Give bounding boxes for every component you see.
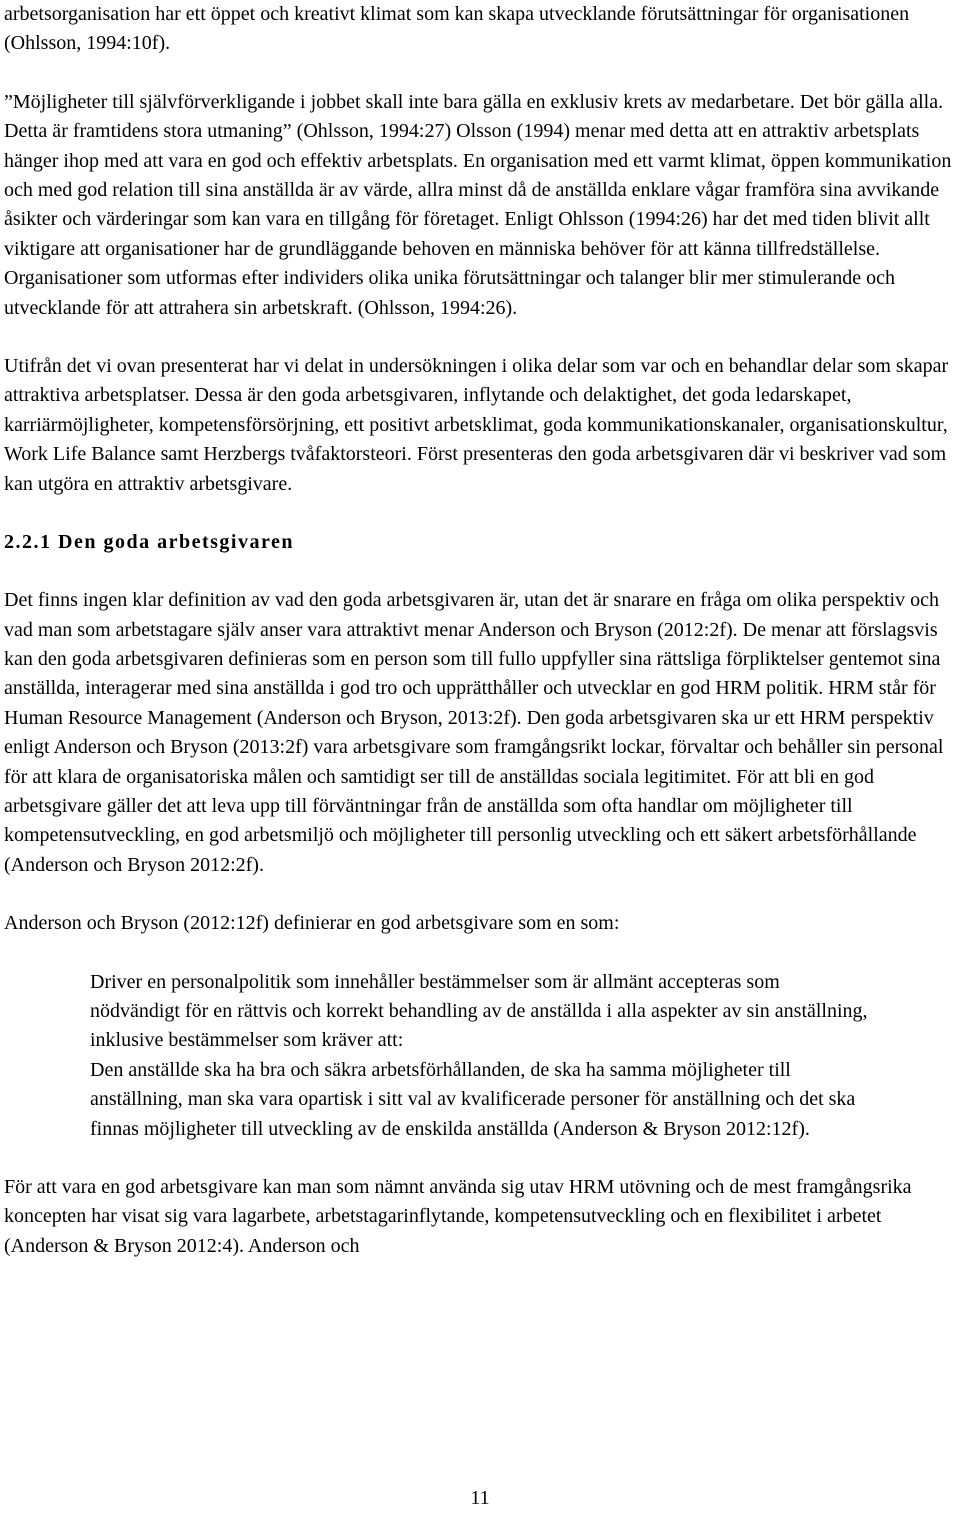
section-heading: 2.2.1 Den goda arbetsgivaren xyxy=(4,531,294,554)
paragraph-good-employer: Det finns ingen klar definition av vad den goda arbetsgivaren är, utan det är snarare en fråga om olika perspektiv och vad man som arbetstagare själv anser vara attraktivt menar Anderson och Bryson (2012:2f). De menar att förslagsvis kan den goda arbetsgivaren definieras som en person som till fullo uppfyller sina rättsliga förpliktelser gentemot sina anställda, interagerar med sina anställda i god tro och upprätthåller och utvecklar en god HRM politik. HRM står för Human Resource Management (Anderson och Bryson, 2013:2f). Den goda arbetsgivaren ska ur ett HRM perspektiv enligt Anderson och Bryson (2013:2f) vara arbetsgivare som framgångsrikt lockar, förvaltar och behåller sin personal för att klara de organisatoriska målen och samtidigt ser till de anställdas sociala legitimitet. För att bli en god arbetsgivare gäller det att leva upp till förväntningar från de anställda som ofta handlar om möjligheter till kompetensutveckling, en god arbetsmiljö och möjligheter till personlig utveckling och ett säkert arbetsförhållande (Anderson och Bryson 2012:2f). xyxy=(4,589,944,876)
paragraph-ohlsson-quote: ”Möjligheter till självförverkligande i jobbet skall inte bara gälla en exklusiv krets av medarbetare. Det bör gälla alla. Detta är framtidens stora utmaning” (Ohlsson, 1994:27) Olsson (1994) menar med detta att en attraktiv arbetsplats hänger ihop med att vara en god och effektiv arbetsplats. En organisation med ett varmt klimat, öppen kommunikation och med god relation till sina anställda är av värde, allra minst då de anställda enklare vågar framföra sina avvikande åsikter och värderingar som kan vara en tillgång för företaget. Enligt Ohlsson (1994:26) har det med tiden blivit allt viktigare att organisationer har de grundläggande behoven en människa behöver för att känna tillfredställelse. Organisationer som utformas efter individers olika unika förutsättningar och talanger blir mer stimulerande och utvecklande för att attrahera sin arbetskraft. (Ohlsson, 1994:26). xyxy=(4,90,952,319)
paragraph-hrm-practice: För att vara en god arbetsgivare kan man som nämnt använda sig utav HRM utövning och de mest framgångsrika koncepten har visat sig vara lagarbete, arbetstagarinflytande, kompetensutveckling och en flexibilitet i arbetet (Anderson & Bryson 2012:4). Anderson och xyxy=(4,1176,912,1257)
quote-part-2: Den anställde ska ha bra och säkra arbetsförhållanden, de ska ha samma möjligheter till anställning, man ska vara opartisk i sitt val av kvalificerade personer för anställning och det ska finnas möjligheter till utveckling av de enskilda anställda (Anderson & Bryson 2012:12f). xyxy=(90,1058,856,1140)
paragraph-intro-continuation: arbetsorganisation har ett öppet och kreativt klimat som kan skapa utvecklande förutsättningar för organisationen (Ohlsson, 1994:10f). xyxy=(4,3,910,55)
block-quote xyxy=(4,968,870,1144)
paragraph-definition-intro: Anderson och Bryson (2012:12f) definierar en god arbetsgivare som en som: xyxy=(4,912,620,935)
page-number: 11 xyxy=(470,1487,490,1509)
document-page xyxy=(4,0,954,1261)
quote-part-1: Driver en personalpolitik som innehåller bestämmelser som är allmänt accepteras som nödvändigt för en rättvis och korrekt behandling av de anställda i alla aspekter av sin anställning, inklusive bestämmelser som kräver att: xyxy=(90,970,868,1052)
paragraph-overview: Utifrån det vi ovan presenterat har vi delat in undersökningen i olika delar som var och en behandlar delar som skapar attraktiva arbetsplatser. Dessa är den goda arbetsgivaren, inflytande och delaktighet, det goda ledarskapet, karriärmöjligheter, kompetensförsörjning, ett positivt arbetsklimat, goda kommunikationskanaler, organisationskultur, Work Life Balance samt Herzbergs tvåfaktorsteori. Först presenteras den goda arbetsgivaren där vi beskriver vad som kan utgöra en attraktiv arbetsgivare. xyxy=(4,355,949,495)
